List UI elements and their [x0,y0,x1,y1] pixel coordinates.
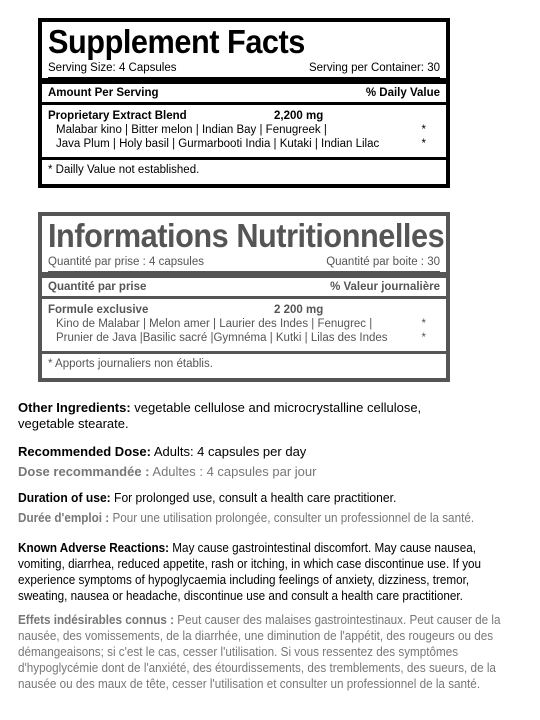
other-ingredients-text: vegetable cellulose and microcrystalline cellulose, [130,400,422,415]
adverse-text-en: sweating, nausea or headache, discontinue use and consult a health care practitioner. [18,588,463,603]
duration-label-fr: Durée d'emploi : [18,510,110,525]
ingredients-text: Prunier de Java |Basilic sacré |Gymnéma | Kutki | Lilas des Indes [56,332,388,344]
ingredient-line [48,123,440,137]
other-ingredients [18,400,526,432]
serving-row [48,61,440,78]
supplement-facts-panel [38,18,450,188]
amount-header-row [42,84,446,105]
adverse-reactions-fr [18,612,526,692]
dv-asterisk: * [421,124,426,136]
panel-title: Informations Nutritionnelles [48,217,445,254]
dose-text-en: Adults: 4 capsules per day [150,444,307,459]
ingredients-text: Java Plum | Holy basil | Gurmarbooti India | Kutaki | Indian Lilac [56,138,380,150]
adverse-text-en: May cause gastrointestinal discomfort. May cause nausea, [169,540,477,555]
duration-label-en: Duration of use: [18,490,111,505]
blend-amount: 2 200 mg [274,304,324,316]
dose-label-fr: Dose recommandée : [18,464,150,479]
amount-header: Quantité par prise [48,281,147,293]
dv-asterisk: * [421,332,426,344]
blend-name: Proprietary Extract Blend [48,110,187,122]
adverse-label-en: Known Adverse Reactions: [18,540,170,555]
adverse-text-fr: Peut causer des malaises gastrointestinaux. Peut causer de la [174,612,501,627]
ingredient-line [48,317,440,331]
serving-size: Serving Size: 4 Capsules [48,62,177,74]
dv-header: % Daily Value [365,87,440,99]
footnote-text: * Dailly Value not established. [48,164,200,176]
adverse-text-en: experience symptoms of hypoglycaemia including feelings of anxiety, dizziness, tremor, [18,572,470,587]
duration-of-use [18,490,526,526]
dv-header: % Valeur journalière [330,281,440,293]
dv-asterisk: * [421,138,426,150]
other-ingredients-text-cont: vegetable stearate. [18,416,129,431]
adverse-text-fr: démangeaisons; si c'est le cas, cesser l'utilisation. Si vous ressentez des symptômes [18,644,459,659]
adverse-text-fr: nausée, des vomissements, de la diarrhée, une diminution de l'appétit, des rougeurs ou des [18,628,494,643]
duration-text-fr: Pour une utilisation prolongée, consulter un professionnel de la santé. [109,510,475,525]
footnote-text: * Apports journaliers non établis. [48,358,213,370]
recommended-dose [18,444,526,480]
informations-nutritionnelles-panel [38,212,450,382]
dv-asterisk: * [421,318,426,330]
footnote [42,157,446,180]
footnote [42,351,446,374]
panel-title: Supplement Facts [48,23,305,60]
adverse-label-fr: Effets indésirables connus : [18,612,175,627]
amount-header-row [42,278,446,299]
amount-header: Amount Per Serving [48,87,159,99]
servings-per-container: Serving per Container: 30 [308,62,440,74]
ingredients-text: Kino de Malabar | Melon amer | Laurier des Indes | Fenugrec | [56,318,373,330]
blend-name: Formule exclusive [48,304,149,316]
duration-text-en: For prolonged use, consult a health care practitioner. [110,490,397,505]
blend-block [48,299,440,345]
ingredient-line [48,331,440,345]
blend-amount: 2,200 mg [274,110,324,122]
serving-row [48,255,440,272]
adverse-reactions [18,540,526,604]
other-ingredients-label: Other Ingredients: [18,400,131,415]
dose-text-fr: Adultes : 4 capsules par jour [149,464,317,479]
dose-label-en: Recommended Dose: [18,444,151,459]
adverse-text-fr: nausée ou des maux de tête, cesser l'utilisation et consulter un professionnel de la santé. [18,676,481,691]
ingredient-line [48,137,440,151]
adverse-text-fr: d'hypoglycémie dont de l'anxiété, des étourdissements, des tremblements, des sueurs, de la [18,660,496,675]
blend-row [48,109,440,123]
servings-per-container: Quantité par boite : 30 [326,256,440,268]
adverse-text-en: vomiting, diarrhea, reduced appetite, rash or itching, in which case discontinue use. If you [18,556,482,571]
ingredients-text: Malabar kino | Bitter melon | Indian Bay | Fenugreek | [56,124,327,136]
blend-block [48,105,440,151]
serving-size: Quantité par prise : 4 capsules [48,256,204,268]
blend-row [48,303,440,317]
